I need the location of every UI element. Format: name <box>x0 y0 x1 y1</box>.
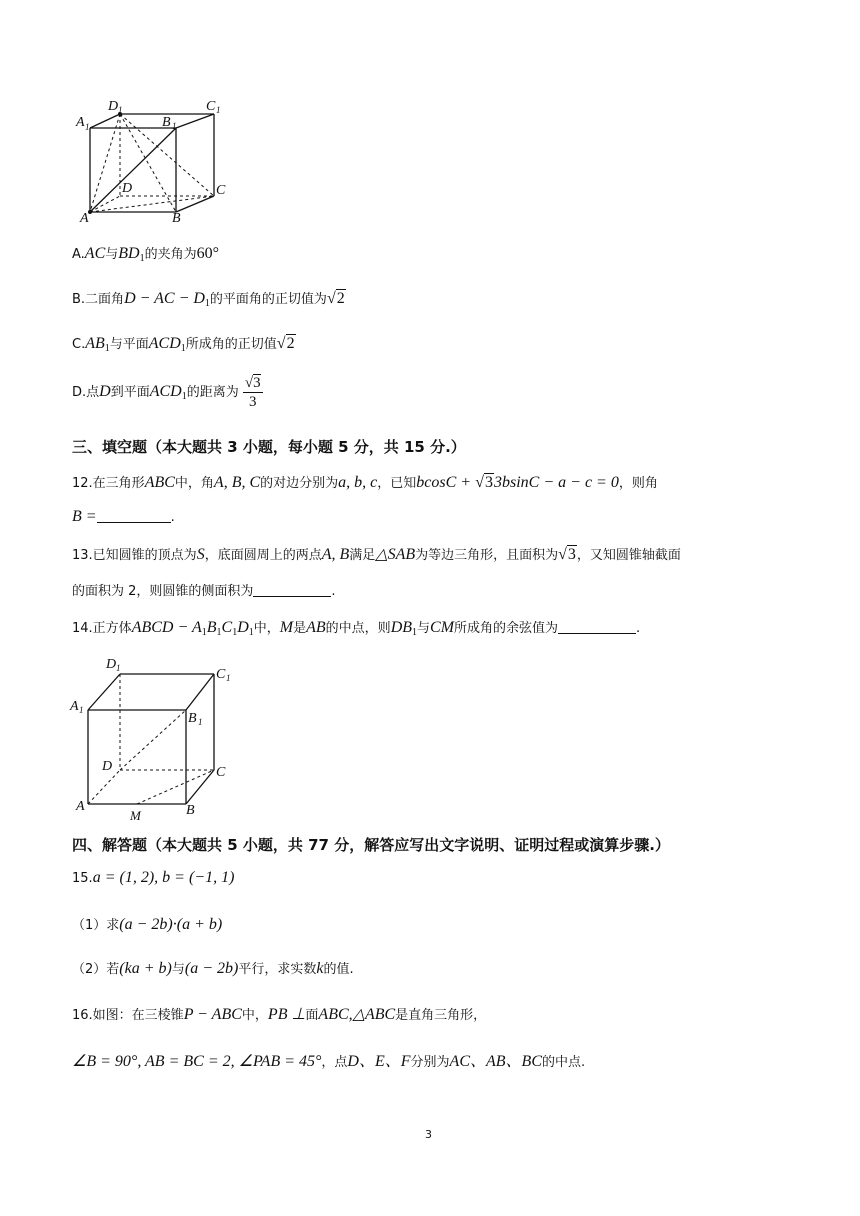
answer-blank-12 <box>97 508 171 523</box>
page-number: 3 <box>425 1128 432 1141</box>
answer-blank-13 <box>253 582 331 597</box>
svg-text:1: 1 <box>198 717 203 727</box>
option-d: D.点D到平面$ACD_1$的距离为 $\frac{√3}{3}$ <box>72 375 261 410</box>
label-b1: B <box>162 115 171 130</box>
question-13: 13.已知圆锥的顶点为S，底面圆周上的两点A, B满足△SAB为等边三角形，且面积为√3，又知圆锥轴截面 <box>72 546 681 563</box>
label-a1: A <box>76 115 85 130</box>
svg-text:1: 1 <box>79 705 84 715</box>
question-13-line2: 的面积为 2，则圆锥的侧面积为 . <box>72 584 336 599</box>
label-b1: B <box>188 711 197 726</box>
svg-text:1: 1 <box>216 105 221 115</box>
svg-text:1: 1 <box>85 122 90 132</box>
question-16: 16.如图：在三棱锥P − ABC中，PB ⊥面ABC,△ABC是直角三角形， <box>72 1006 487 1023</box>
cube-figure-1 <box>72 96 232 228</box>
label-c: C <box>216 765 226 780</box>
label-a: A <box>80 211 89 226</box>
svg-text:1: 1 <box>226 673 231 683</box>
label-b: B <box>172 211 181 226</box>
svg-text:1: 1 <box>118 105 123 115</box>
label-c1: C <box>216 667 226 682</box>
label-d1: D <box>106 657 117 672</box>
question-15: 15.a = (1, 2), b = (−1, 1) <box>72 869 235 886</box>
label-a1: A <box>70 699 79 714</box>
question-16-line2: ∠B = 90°, AB = BC = 2, ∠PAB = 45°，点D、E、F分别为AC、AB、BC的中点. <box>72 1053 586 1070</box>
question-12-line2: B = . <box>72 508 175 525</box>
section-3-title: 三、填空题（本大题共 3 小题，每小题 5 分，共 15 分.） <box>72 438 466 456</box>
question-14: 14.正方体ABCD − $A_1B_1C_1D_1$中，M是AB的中点，则$DB_1$与CM所成角的余弦值为 . <box>72 619 641 638</box>
answer-blank-14 <box>558 619 636 634</box>
label-d1: D <box>108 99 119 114</box>
option-b: B.二面角D − AC − $D_1$的平面角的正切值为√2 <box>72 290 345 309</box>
label-b: B <box>186 803 195 818</box>
question-15-part1: （1）求(a − 2b)·(a + b) <box>72 916 223 933</box>
label-d: D <box>122 181 133 196</box>
question-12: 12.在三角形ABC中，角A, B, C的对边分别为a, b, c，已知bcosC + √33bsinC − a − c = 0，则角 <box>72 474 658 491</box>
label-c: C <box>216 183 226 198</box>
svg-text:1: 1 <box>116 663 121 673</box>
section-4-title: 四、解答题（本大题共 5 小题，共 77 分，解答应写出文字说明、证明过程或演算步骤.） <box>72 836 670 854</box>
label-a: A <box>76 799 85 814</box>
svg-text:1: 1 <box>172 121 177 131</box>
option-c: $C.AB_1$与平面$ACD_1$所成角的正切值√2 <box>72 335 295 354</box>
option-a: A.AC与$BD_1$的夹角为60° <box>72 245 220 264</box>
cube-figure-2 <box>68 652 240 826</box>
question-15-part2: （2）若(ka + b)与(a − 2b)平行，求实数k的值. <box>72 960 354 977</box>
label-m: M <box>130 808 141 823</box>
label-d: D <box>102 759 113 774</box>
label-c1: C <box>206 99 216 114</box>
